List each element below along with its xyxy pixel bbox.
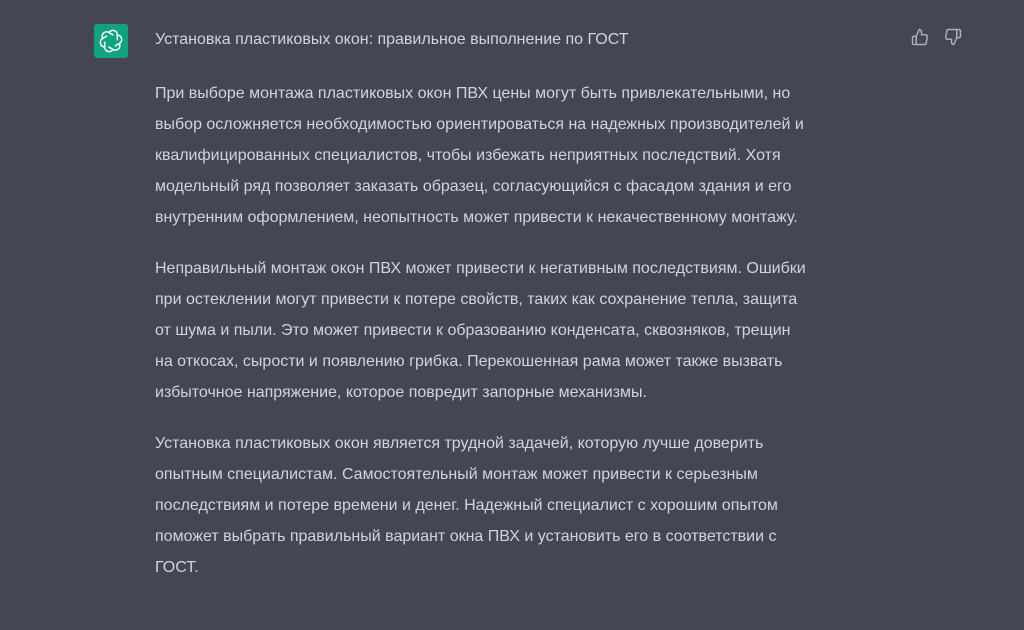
answer-paragraph: Установка пластиковых окон является трудной задачей, которую лучше доверить опытным специалистам. Самостоятельный монтаж может привести к серьезным последствиям и потере времени и денег. Надежный специалист с хорошим опытом поможет выбрать правильный вариант окна ПВХ и установить его в соответствии с ГОСТ.	[155, 435, 778, 576]
thumbs-down-button[interactable]	[943, 27, 963, 47]
feedback-buttons	[910, 27, 963, 47]
assistant-avatar	[94, 24, 128, 58]
answer-paragraph: Неправильный монтаж окон ПВХ может привести к негативным последствиям. Ошибки при остеклении могут привести к потере свойств, таких как сохранение тепла, защита от шума и пыли. Это может привести к образованию конденсата, сквозняков, трещин на откосах, сырости и появлению грибка. Перекошенная рама может также вызвать избыточное напряжение, которое повредит запорные механизмы.	[155, 260, 806, 401]
thumbs-up-icon	[911, 28, 929, 46]
answer-paragraph: При выборе монтажа пластиковых окон ПВХ цены могут быть привлекательными, но выбор осложняется необходимостью ориентироваться на надежных производителей и квалифицированных специалистов, чтобы избежать неприятных последствий. Хотя модельный ряд позволяет заказать образец, согласующийся с фасадом здания и его внутренним оформлением, неопытность может привести к некачественному монтажу.	[155, 85, 804, 226]
thumbs-up-button[interactable]	[910, 27, 930, 47]
thumbs-down-icon	[944, 28, 962, 46]
openai-logo-icon	[99, 29, 123, 53]
prompt-title: Установка пластиковых окон: правильное выполнение по ГОСТ	[155, 31, 629, 48]
assistant-answer	[155, 78, 915, 603]
